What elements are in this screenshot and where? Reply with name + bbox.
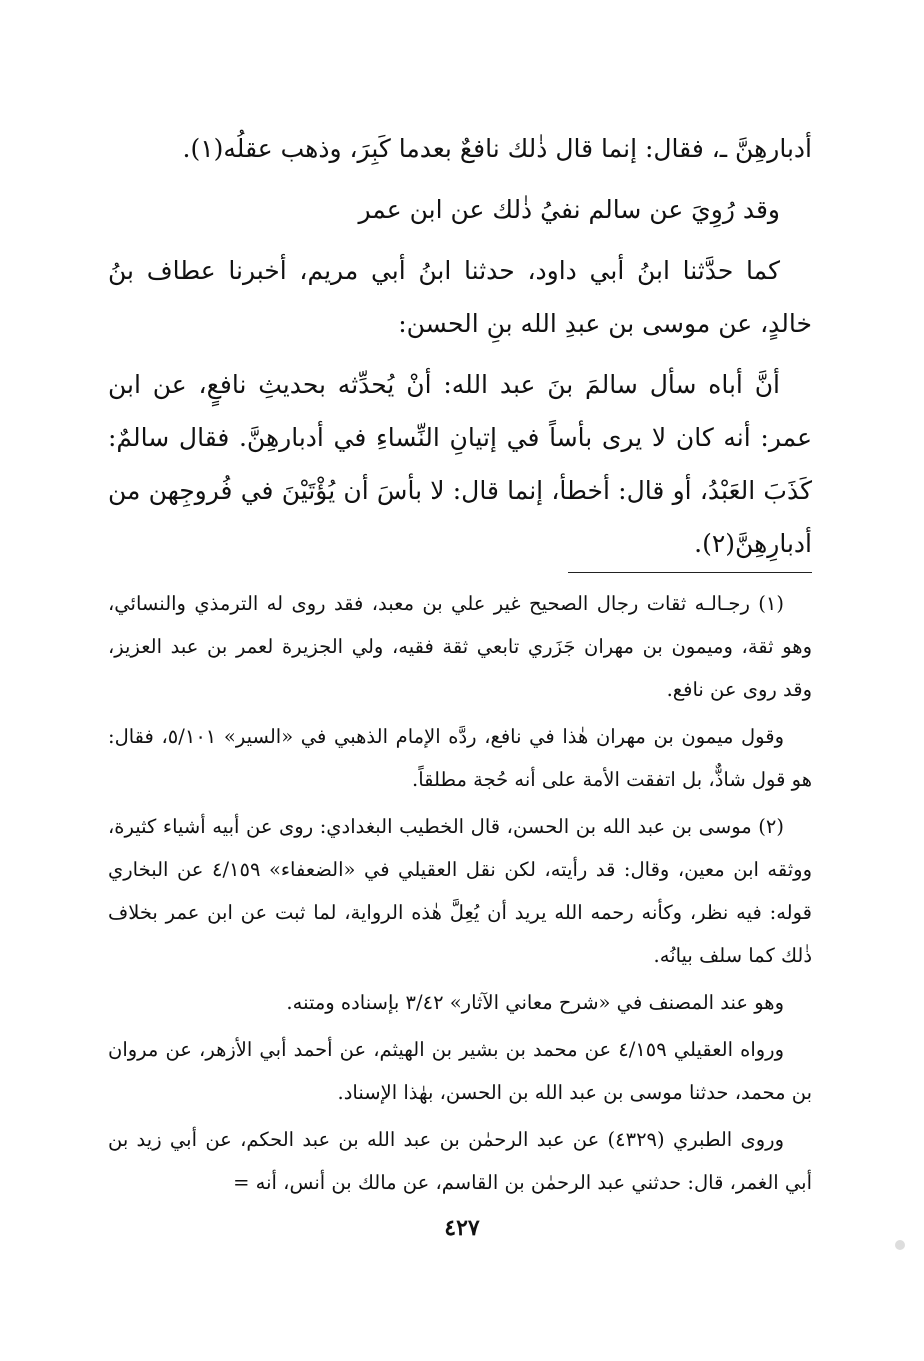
footnote-1-continuation: وقول ميمون بن مهران هٰذا في نافع، ردَّه الإمام الذهبي في «السير» ٥/١٠١، فقال: هو قول شاذٌّ، بل اتفقت الأمة على أنه حُجة مطلقاً. [108,725,812,791]
footnote-separator [568,572,812,573]
footnote-2-source-3: وروى الطبري (٤٣٢٩) عن عبد الرحمٰن بن عبد الله بن عبد الحكم، عن أبي زيد بن أبي الغمر، قال: حدثني عبد الرحمٰن بن القاسم، عن مالك بن أنس، أنه = [108,1128,812,1194]
footnote-2-source-2: ورواه العقيلي ٤/١٥٩ عن محمد بن بشير بن الهيثم، عن أحمد أبي الأزهر، عن مروان بن محمد، حدثنا موسى بن عبد الله بن الحسن، بهٰذا الإسناد. [108,1038,812,1104]
footnote-1: (١) رجـالـه ثقات رجال الصحيح غير علي بن معبد، فقد روى له الترمذي والنسائي، وهو ثقة، وميمون بن مهران جَزَري تابعي ثقة فقيه، ولي الجزيرة لعمر بن عبد العزيز، وقد روى عن نافع. [108,592,812,701]
footnote-2-source-1: وهو عند المصنف في «شرح معاني الآثار» ٣/٤٢ بإسناده ومتنه. [286,991,784,1014]
main-paragraph-3: كما حدَّثنا ابنُ أبي داود، حدثنا ابنُ أبي مريم، أخبرنا عطاف بنُ خالدٍ، عن موسى بن عبدِ الله بنِ الحسن: [108,256,812,338]
main-text [108,122,812,578]
main-paragraph-4: أنَّ أباه سأل سالمَ بنَ عبد الله: أنْ يُحدِّثه بحديثِ نافعٍ، عن ابن عمر: أنه كان لا يرى بأساً في إتيانِ النِّساءِ في أدبارهِنَّ. فقال سالمٌ: كَذَبَ العَبْدُ، أو قال: أخطأ، إنما قال: لا بأسَ أن يُؤْتَيْنَ في فُروجِهن من أدبارِهِنَّ(٢). [108,370,812,558]
footnote-2: (٢) موسى بن عبد الله بن الحسن، قال الخطيب البغدادي: روى عن أبيه أشياء كثيرة، ووثقه ابن معين، وقال: قد رأيته، لكن نقل العقيلي في «الضعفاء» ٤/١٥٩ عن البخاري قوله: فيه نظر، وكأنه رحمه الله يريد أن يُعِلَّ هٰذه الرواية، لما ثبت عن ابن عمر بخلاف ذٰلك كما سلف بيانُه. [108,815,813,967]
main-paragraph-1: أدبارهِنَّ ـ، فقال: إنما قال ذٰلك نافعٌ بعدما كَبِرَ، وذهب عقلُه(١). [182,134,812,163]
footnotes [108,582,812,1208]
scan-speck [895,1240,905,1250]
page-number: ٤٢٧ [444,1215,480,1241]
main-paragraph-2: وقد رُوِيَ عن سالم نفيُ ذٰلك عن ابن عمر [358,195,780,224]
